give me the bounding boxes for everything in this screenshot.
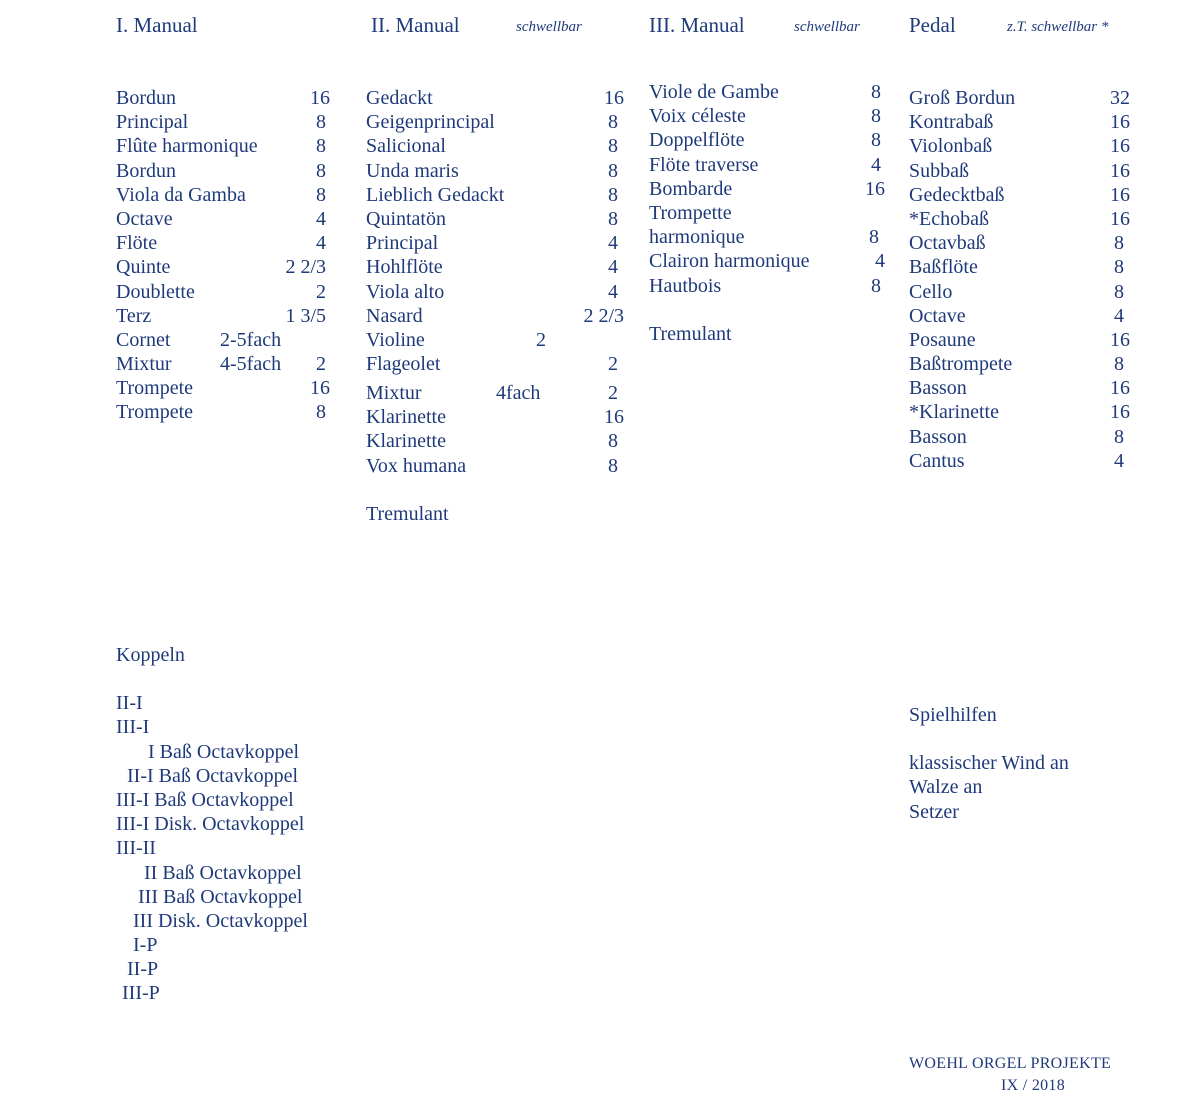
stop-feet: 8 <box>316 183 326 206</box>
stop-name: Unda maris <box>366 159 459 182</box>
manual-3-title: III. Manual <box>649 13 745 37</box>
stop-name: Violonbaß <box>909 135 993 158</box>
stop-name: Gedecktbaß <box>909 183 1005 206</box>
playing-aids-section <box>909 703 1149 824</box>
stop-name: Vox humana <box>366 454 467 477</box>
stop-feet: 16 <box>1110 328 1130 351</box>
stop-row <box>366 304 624 328</box>
playing-aids-title: Spielhilfen <box>909 704 997 726</box>
coupler-item: III-I Disk. Octavkoppel <box>116 813 305 836</box>
manual-2-tremulant: Tremulant <box>366 502 449 525</box>
stop-name: Groß Bordun <box>909 87 1016 109</box>
stop-row <box>909 231 1130 255</box>
stop-name: Trompette <box>649 201 732 224</box>
stop-row <box>366 207 624 231</box>
stop-name: Octave <box>116 207 173 230</box>
stop-name: harmonique <box>649 226 745 249</box>
stop-row <box>649 177 885 201</box>
stop-row <box>909 400 1130 424</box>
couplers-title: Koppeln <box>116 644 185 666</box>
footer-company: WOEHL ORGEL PROJEKTE <box>909 1055 1112 1072</box>
stop-feet: 2 <box>608 382 618 405</box>
stop-name: Voix céleste <box>649 105 746 128</box>
coupler-item: III Disk. Octavkoppel <box>133 909 308 932</box>
stop-row <box>649 153 885 177</box>
stop-name: Hohlflöte <box>366 256 443 279</box>
stop-row <box>116 183 330 207</box>
stop-row <box>116 280 330 304</box>
stop-feet: 4 <box>1114 449 1124 472</box>
stop-name: Flageolet <box>366 353 441 376</box>
stop-name: Cello <box>909 280 953 303</box>
stop-row <box>116 304 330 328</box>
stop-name: Doppelflöte <box>649 129 745 152</box>
stop-name: Doublette <box>116 280 195 303</box>
stop-feet: 8 <box>316 135 326 158</box>
stop-feet: 8 <box>871 129 881 152</box>
stop-name: Basson <box>909 425 967 448</box>
stop-row <box>909 159 1130 183</box>
stop-name: Mixtur <box>366 382 422 405</box>
stop-row <box>649 128 885 152</box>
stop-row <box>116 400 330 424</box>
stop-row <box>116 328 330 352</box>
stop-name: Posaune <box>909 328 976 351</box>
stop-feet: 32 <box>1110 87 1130 109</box>
stop-feet: 2 2/3 <box>583 304 624 327</box>
stop-ranks: 4fach <box>496 382 541 405</box>
stop-feet: 8 <box>316 159 326 182</box>
stop-feet: 8 <box>1114 425 1124 448</box>
stop-row <box>116 110 330 134</box>
stop-row <box>909 280 1130 304</box>
stop-row <box>909 352 1130 376</box>
stop-feet: 2 2/3 <box>285 256 326 279</box>
coupler-item: I Baß Octavkoppel <box>148 740 300 763</box>
stop-name: Bombarde <box>649 177 733 200</box>
stop-row <box>116 159 330 183</box>
manual-3-note: schwellbar <box>794 19 860 35</box>
stop-row <box>116 86 330 110</box>
stop-name: *Echobaß <box>909 207 989 230</box>
stop-name: Salicional <box>366 135 446 158</box>
stop-row <box>116 231 330 255</box>
stop-feet: 8 <box>608 430 618 453</box>
stop-name: Viola da Gamba <box>116 183 246 206</box>
stop-feet: 8 <box>608 454 618 477</box>
stop-name: Klarinette <box>366 406 446 429</box>
stop-row <box>366 231 624 255</box>
stop-name: Viola alto <box>366 280 445 303</box>
stop-feet: 8 <box>1114 232 1124 255</box>
stop-name: Violine <box>366 328 425 351</box>
manual-3-tremulant: Tremulant <box>649 322 732 345</box>
stop-name: Principal <box>116 111 189 134</box>
pedal-stop-list <box>909 86 1130 473</box>
stop-feet: 4 <box>608 280 618 303</box>
stop-row <box>649 274 885 298</box>
stop-row <box>909 425 1130 449</box>
stop-feet: 16 <box>1110 159 1130 182</box>
stop-name: Gedackt <box>366 87 433 109</box>
couplers-section <box>116 643 376 1006</box>
coupler-item: I-P <box>133 934 158 957</box>
stop-row <box>366 110 624 134</box>
coupler-item: II-I <box>116 692 143 715</box>
stop-name: Octave <box>909 304 966 327</box>
stop-feet: 8 <box>1114 353 1124 376</box>
stop-feet: 8 <box>608 207 618 230</box>
stop-name: Quintatön <box>366 207 446 230</box>
stop-feet: 8 <box>608 159 618 182</box>
stop-row <box>649 80 885 104</box>
stop-row <box>909 207 1130 231</box>
stop-feet: 16 <box>1110 111 1130 134</box>
stop-row <box>909 134 1130 158</box>
stop-feet-mid: 2 <box>536 328 546 351</box>
coupler-item: III-P <box>122 982 160 1005</box>
stop-feet: 8 <box>608 111 618 134</box>
stop-row <box>909 328 1130 352</box>
stop-row <box>366 280 624 304</box>
stop-row <box>909 304 1130 328</box>
stop-feet: 4 <box>1114 304 1124 327</box>
stop-name: Clairon harmonique <box>649 250 810 273</box>
coupler-item: III-I <box>116 716 150 739</box>
manual-1-stop-list <box>116 86 330 425</box>
stop-feet: 8 <box>1114 256 1124 279</box>
stop-feet: 8 <box>871 105 881 128</box>
stop-feet: 16 <box>1110 401 1130 424</box>
pedal-title: Pedal <box>909 13 956 37</box>
stop-feet: 16 <box>865 177 885 200</box>
stop-row <box>649 104 885 128</box>
stop-feet: 2 <box>608 353 618 376</box>
coupler-item: II Baß Octavkoppel <box>144 861 302 884</box>
stop-row <box>366 405 624 429</box>
stop-name: Principal <box>366 232 439 255</box>
stop-ranks: 4-5fach <box>220 353 282 376</box>
stop-name: Nasard <box>366 304 423 327</box>
footer-date: IX / 2018 <box>1001 1077 1066 1094</box>
stop-name: Flûte harmonique <box>116 135 258 158</box>
stop-feet: 8 <box>1114 280 1124 303</box>
stop-feet: 4 <box>608 256 618 279</box>
stop-row <box>909 255 1130 279</box>
stop-name: Octavbaß <box>909 232 986 255</box>
stop-row <box>116 255 330 279</box>
stop-row <box>366 255 624 279</box>
stop-name: Flöte <box>116 232 158 255</box>
stop-row <box>366 183 624 207</box>
stop-feet: 2 <box>316 280 326 303</box>
stop-name: Trompete <box>116 377 194 400</box>
stop-row <box>366 159 624 183</box>
pedal-note: z.T. schwellbar * <box>1007 19 1109 35</box>
stop-name: Terz <box>116 304 152 327</box>
stop-row <box>366 429 624 453</box>
stop-row <box>909 376 1130 400</box>
stop-feet: 16 <box>310 377 330 400</box>
stop-row <box>366 134 624 158</box>
coupler-item: II-P <box>127 958 159 981</box>
stop-row <box>649 225 885 249</box>
stop-name: Subbaß <box>909 159 969 182</box>
manual-3-stop-list <box>649 80 885 346</box>
coupler-item: III Baß Octavkoppel <box>138 885 303 908</box>
stop-feet: 8 <box>608 183 618 206</box>
stop-feet: 4 <box>316 207 326 230</box>
stop-feet: 16 <box>310 87 330 109</box>
stop-row <box>909 86 1130 110</box>
stop-row <box>116 376 330 400</box>
stop-name: Quinte <box>116 256 171 279</box>
stop-feet: 8 <box>608 135 618 158</box>
stop-feet: 8 <box>869 226 879 249</box>
stop-name: Bordun <box>116 159 176 182</box>
stop-name: Hautbois <box>649 274 722 297</box>
stop-feet: 16 <box>604 406 624 429</box>
stop-name: Klarinette <box>366 430 446 453</box>
stop-feet: 4 <box>875 250 885 273</box>
stop-row <box>366 454 624 478</box>
stop-name: Baßflöte <box>909 256 978 279</box>
coupler-item: III-II <box>116 837 156 860</box>
stop-name: Basson <box>909 377 967 400</box>
stop-feet: 1 3/5 <box>285 304 326 327</box>
stop-row <box>909 110 1130 134</box>
stop-name: *Klarinette <box>909 401 999 424</box>
stop-row <box>366 352 624 376</box>
stop-row <box>116 352 330 376</box>
manual-2-note: schwellbar <box>516 19 582 35</box>
stop-row <box>366 328 624 352</box>
stop-feet: 16 <box>604 87 624 109</box>
stop-row <box>116 207 330 231</box>
coupler-item: III-I Baß Octavkoppel <box>116 788 294 811</box>
stop-name: Viole de Gambe <box>649 81 779 103</box>
stop-name: Cantus <box>909 449 965 472</box>
stop-name: Flöte traverse <box>649 153 759 176</box>
stop-row <box>649 201 885 225</box>
manual-1-title: I. Manual <box>116 13 198 37</box>
stop-name: Bordun <box>116 87 176 109</box>
stop-feet: 16 <box>1110 377 1130 400</box>
stop-feet: 4 <box>871 153 881 176</box>
coupler-item: II-I Baß Octavkoppel <box>127 764 299 787</box>
stop-feet: 16 <box>1110 135 1130 158</box>
stop-feet: 8 <box>871 81 881 103</box>
manual-2-title: II. Manual <box>371 13 460 37</box>
playing-aid-item: Walze an <box>909 776 983 799</box>
manual-2-stop-list <box>366 86 624 526</box>
stop-name: Baßtrompete <box>909 353 1013 376</box>
stop-row <box>649 249 885 273</box>
stop-name: Geigenprincipal <box>366 111 495 134</box>
stop-name: Lieblich Gedackt <box>366 183 505 206</box>
stop-feet: 8 <box>871 274 881 297</box>
stop-feet: 4 <box>316 232 326 255</box>
playing-aid-item: Setzer <box>909 800 959 823</box>
stop-row <box>366 376 624 405</box>
stop-feet: 8 <box>316 111 326 134</box>
stop-name: Mixtur <box>116 353 172 376</box>
stop-row <box>116 134 330 158</box>
stop-name: Cornet <box>116 328 171 351</box>
stop-row <box>909 449 1130 473</box>
stop-name: Kontrabaß <box>909 111 994 134</box>
stop-feet: 8 <box>316 401 326 424</box>
stop-feet: 16 <box>1110 207 1130 230</box>
stop-name: Trompete <box>116 401 194 424</box>
stop-row <box>366 86 624 110</box>
stop-row <box>909 183 1130 207</box>
stop-ranks: 2-5fach <box>220 328 282 351</box>
stop-feet: 16 <box>1110 183 1130 206</box>
playing-aid-item: klassischer Wind an <box>909 752 1069 775</box>
stop-feet: 2 <box>316 353 326 376</box>
stop-feet: 4 <box>608 232 618 255</box>
